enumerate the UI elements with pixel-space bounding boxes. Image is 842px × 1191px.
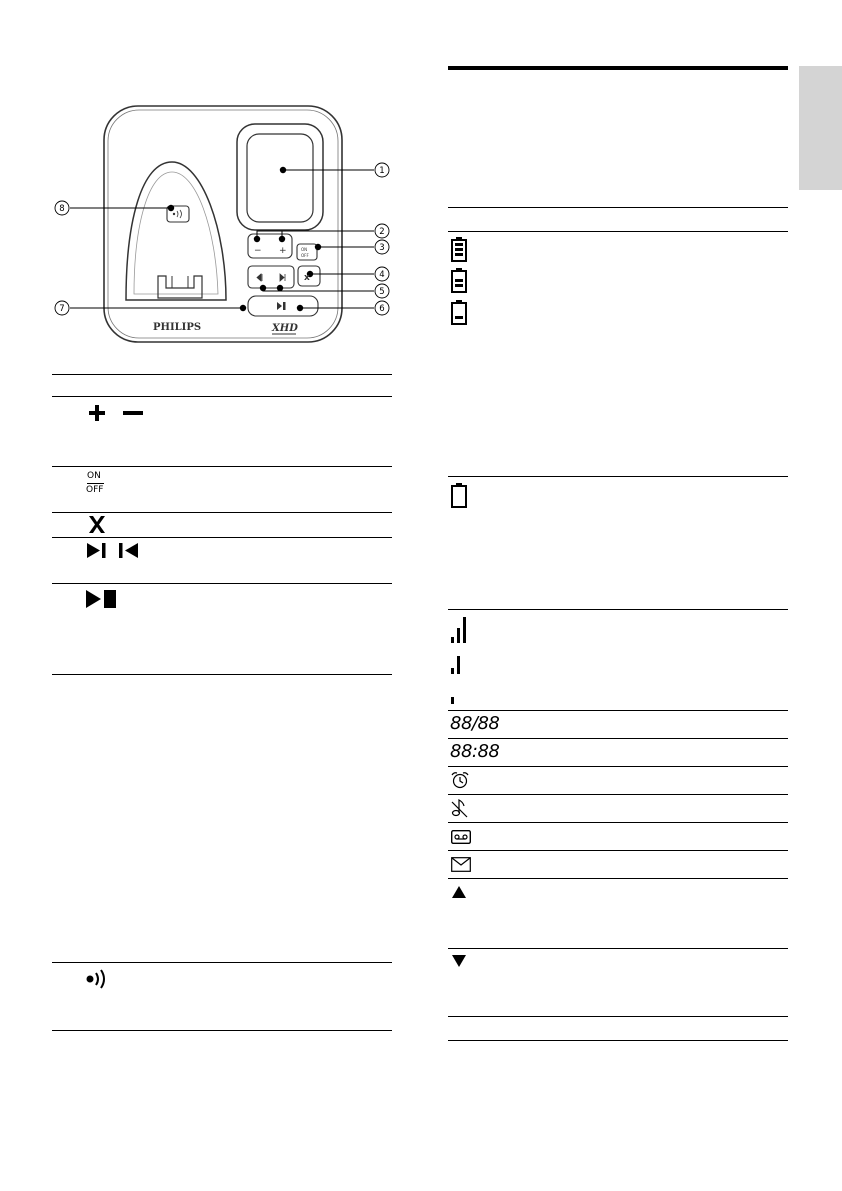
ringer-off-icon bbox=[451, 798, 469, 818]
right-row-divider bbox=[448, 738, 788, 739]
signal-strong-icon bbox=[451, 617, 467, 643]
svg-text:x: x bbox=[304, 273, 310, 283]
right-row-divider bbox=[448, 476, 788, 477]
svg-text:7: 7 bbox=[59, 304, 65, 314]
left-table-bottom bbox=[52, 1030, 392, 1031]
right-row-divider bbox=[448, 794, 788, 795]
svg-text:8: 8 bbox=[59, 204, 65, 214]
onoff-icon-on: ON bbox=[87, 471, 101, 481]
plus-icon bbox=[89, 405, 105, 421]
voicemail-icon bbox=[451, 830, 471, 844]
time-display-icon: 88:88 bbox=[450, 741, 500, 762]
battery-empty-icon bbox=[451, 483, 467, 508]
base-station-illustration bbox=[50, 100, 400, 350]
svg-text:ON: ON bbox=[301, 247, 308, 252]
envelope-icon bbox=[451, 857, 471, 872]
left-row-divider bbox=[52, 537, 392, 538]
delete-x-icon bbox=[88, 516, 106, 533]
right-table-bottom bbox=[448, 1040, 788, 1041]
left-table-header-bottom bbox=[52, 396, 392, 397]
charging-slot bbox=[158, 276, 202, 298]
alarm-clock-icon bbox=[451, 771, 469, 789]
arrow-up-icon bbox=[452, 886, 466, 898]
right-row-divider bbox=[448, 878, 788, 879]
right-row-divider bbox=[448, 948, 788, 949]
signal-weak-icon bbox=[451, 697, 455, 704]
left-table-header-top bbox=[52, 374, 392, 375]
svg-text:3: 3 bbox=[379, 243, 385, 253]
display-window bbox=[237, 124, 323, 230]
minus-icon bbox=[123, 411, 143, 415]
right-table-header-bottom bbox=[448, 231, 788, 232]
paging-icon bbox=[86, 968, 112, 990]
skip-back-icon bbox=[119, 543, 139, 558]
left-row-divider bbox=[52, 466, 392, 467]
left-row-divider bbox=[52, 512, 392, 513]
date-display-icon: 88/88 bbox=[450, 713, 500, 734]
left-row-divider bbox=[52, 674, 392, 675]
svg-text:1: 1 bbox=[379, 166, 385, 176]
play-stop-icon bbox=[86, 590, 118, 608]
xhd-logo: XHD bbox=[272, 323, 298, 334]
right-row-divider bbox=[448, 1016, 788, 1017]
right-table-header-top bbox=[448, 207, 788, 208]
right-row-divider bbox=[448, 710, 788, 711]
signal-medium-icon bbox=[451, 656, 463, 674]
right-row-divider bbox=[448, 850, 788, 851]
left-row-divider bbox=[52, 962, 392, 963]
battery-medium-icon bbox=[451, 268, 467, 293]
left-row-divider bbox=[52, 583, 392, 584]
svg-text:−: − bbox=[254, 246, 262, 256]
onoff-icon-bar bbox=[87, 483, 104, 484]
skip-forward-icon bbox=[87, 543, 107, 558]
battery-full-icon bbox=[451, 237, 467, 262]
svg-text:6: 6 bbox=[379, 304, 385, 314]
philips-logo: PHILIPS bbox=[153, 322, 202, 333]
svg-text:2: 2 bbox=[379, 227, 385, 237]
svg-text:+: + bbox=[279, 246, 287, 256]
battery-low-icon bbox=[451, 300, 467, 325]
language-tab[interactable] bbox=[799, 66, 842, 190]
svg-text:5: 5 bbox=[379, 287, 385, 297]
handset-cradle bbox=[126, 162, 226, 300]
svg-text:4: 4 bbox=[379, 270, 385, 280]
onoff-icon-off: OFF bbox=[86, 485, 104, 495]
arrow-down-icon bbox=[452, 955, 466, 967]
header-rule bbox=[448, 66, 788, 70]
svg-text:OFF: OFF bbox=[301, 253, 309, 258]
right-row-divider bbox=[448, 766, 788, 767]
right-row-divider bbox=[448, 822, 788, 823]
skip-button-illustration bbox=[248, 266, 294, 288]
right-row-divider bbox=[448, 609, 788, 610]
